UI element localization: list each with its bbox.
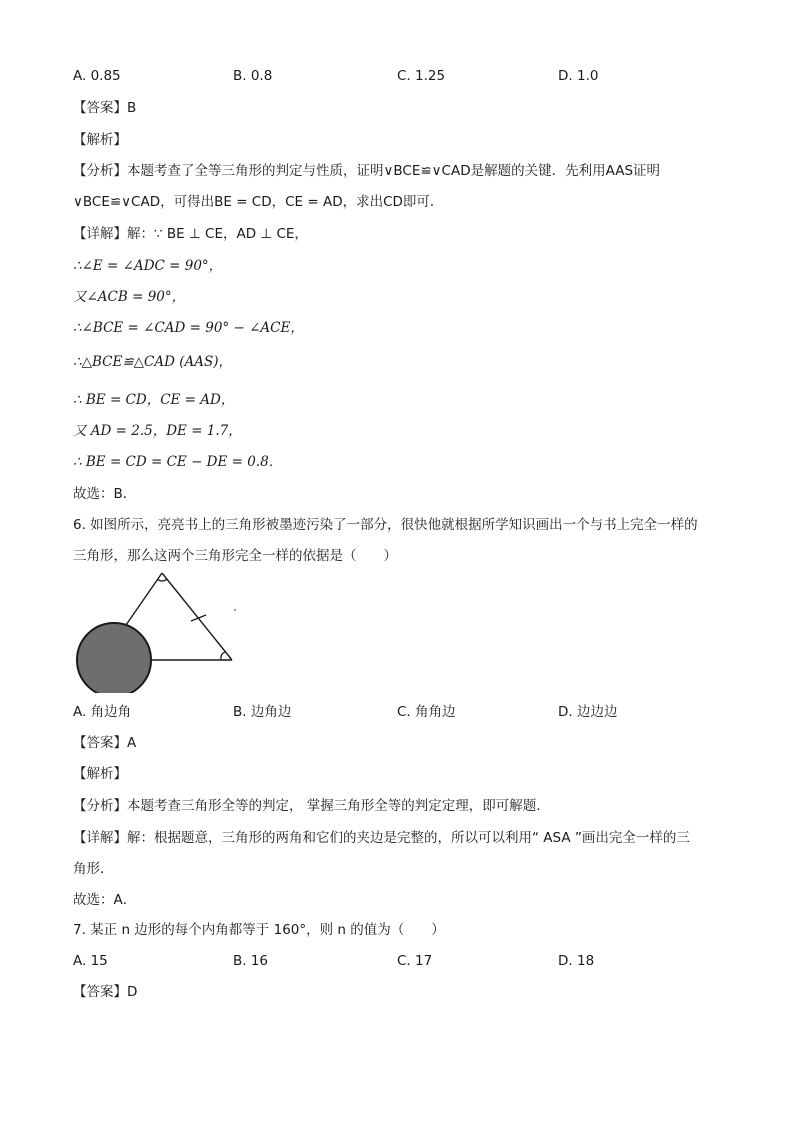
- q5-detail-line-1: [73, 225, 308, 243]
- q7-option-d: D. 18: [558, 953, 595, 969]
- q6-triangle-figure: [72, 568, 242, 693]
- detail-tag: 【详解】: [73, 830, 127, 846]
- q6-fenxi-line: [73, 797, 550, 815]
- q5-option-a: A. 0.85: [73, 68, 121, 84]
- stray-dot: [234, 609, 236, 611]
- q6-detail-line-1: [73, 829, 690, 847]
- q7-answer-line: [73, 983, 137, 1001]
- q7-answer: D: [127, 984, 138, 1000]
- q5-detail-line-6: ∴ BE = CD，CE = AD，: [73, 392, 235, 408]
- q6-stem-line-2: 三角形，那么这两个三角形完全一样的依据是（ ）: [73, 548, 397, 564]
- q5-detail-line-3: 又∠ACB = 90°，: [73, 289, 186, 305]
- q7-option-c: C. 17: [397, 953, 433, 969]
- q6-option-b: B. 边角边: [233, 704, 292, 720]
- q5-answer: B: [127, 100, 137, 116]
- q5-fenxi-line-2: ∨BCE≌∨CAD，可得出BE = CD，CE = AD，求出CD即可．: [73, 194, 444, 210]
- q6-option-c: C. 角角边: [397, 704, 456, 720]
- q5-detail-line-2: ∴∠E = ∠ADC = 90°，: [73, 258, 223, 274]
- q7-option-b: B. 16: [233, 953, 269, 969]
- q5-detail-line-4: ∴∠BCE = ∠CAD = 90° − ∠ACE，: [73, 320, 304, 336]
- q6-detail-line-2: 角形．: [73, 861, 114, 877]
- ink-blot: [77, 623, 151, 693]
- q5-detail-text-1: 解：∵ BE ⊥ CE，AD ⊥ CE，: [127, 226, 308, 242]
- triangle-side-right: [162, 573, 232, 660]
- side-tick-mark: [191, 615, 206, 621]
- q6-analysis-tag: 【解析】: [73, 766, 127, 782]
- answer-tag: 【答案】: [73, 735, 127, 751]
- q6-answer-line: [73, 734, 136, 752]
- q5-choose: 故选：B．: [73, 486, 137, 502]
- answer-tag: 【答案】: [73, 984, 127, 1000]
- q6-answer: A: [127, 735, 137, 751]
- top-angle-mark: [157, 579, 167, 581]
- fenxi-tag: 【分析】: [73, 163, 127, 179]
- q6-option-a: A. 角边角: [73, 704, 132, 720]
- q7-option-a: A. 15: [73, 953, 108, 969]
- q5-fenxi-line-1: [73, 162, 660, 180]
- detail-tag: 【详解】: [73, 226, 127, 242]
- fenxi-tag: 【分析】: [73, 798, 127, 814]
- q5-option-b: B. 0.8: [233, 68, 273, 84]
- q6-fenxi-text: 本题考查三角形全等的判定， 掌握三角形全等的判定定理，即可解题．: [127, 798, 550, 814]
- q6-detail-text-1: 解：根据题意，三角形的两角和它们的夹边是完整的，所以可以利用“ ASA ”画出完全一样的三: [127, 830, 690, 846]
- q5-detail-line-7: 又 AD = 2.5，DE = 1.7，: [73, 423, 242, 439]
- q5-option-d: D. 1.0: [558, 68, 599, 84]
- q5-detail-line-8: ∴ BE = CD = CE − DE = 0.8．: [73, 454, 283, 470]
- bottom-right-angle-mark: [221, 652, 225, 660]
- q5-fenxi-text-1: 本题考查了全等三角形的判定与性质，证明∨BCE≌∨CAD是解题的关键．先利用AAS证明: [127, 163, 661, 179]
- q7-stem: 7. 某正 n 边形的每个内角都等于 160°，则 n 的值为（ ）: [73, 922, 445, 938]
- q6-option-d: D. 边边边: [558, 704, 618, 720]
- q6-choose: 故选：A．: [73, 892, 137, 908]
- q5-answer-line: [73, 99, 136, 117]
- q5-option-c: C. 1.25: [397, 68, 446, 84]
- q6-stem-line-1: 6. 如图所示，亮亮书上的三角形被墨迹污染了一部分，很快他就根据所学知识画出一个与书上完全一样的: [73, 517, 698, 533]
- answer-tag: 【答案】: [73, 100, 127, 116]
- q5-detail-line-5: ∴△BCE≌△CAD (AAS)，: [73, 354, 232, 370]
- q5-analysis-tag: 【解析】: [73, 132, 127, 148]
